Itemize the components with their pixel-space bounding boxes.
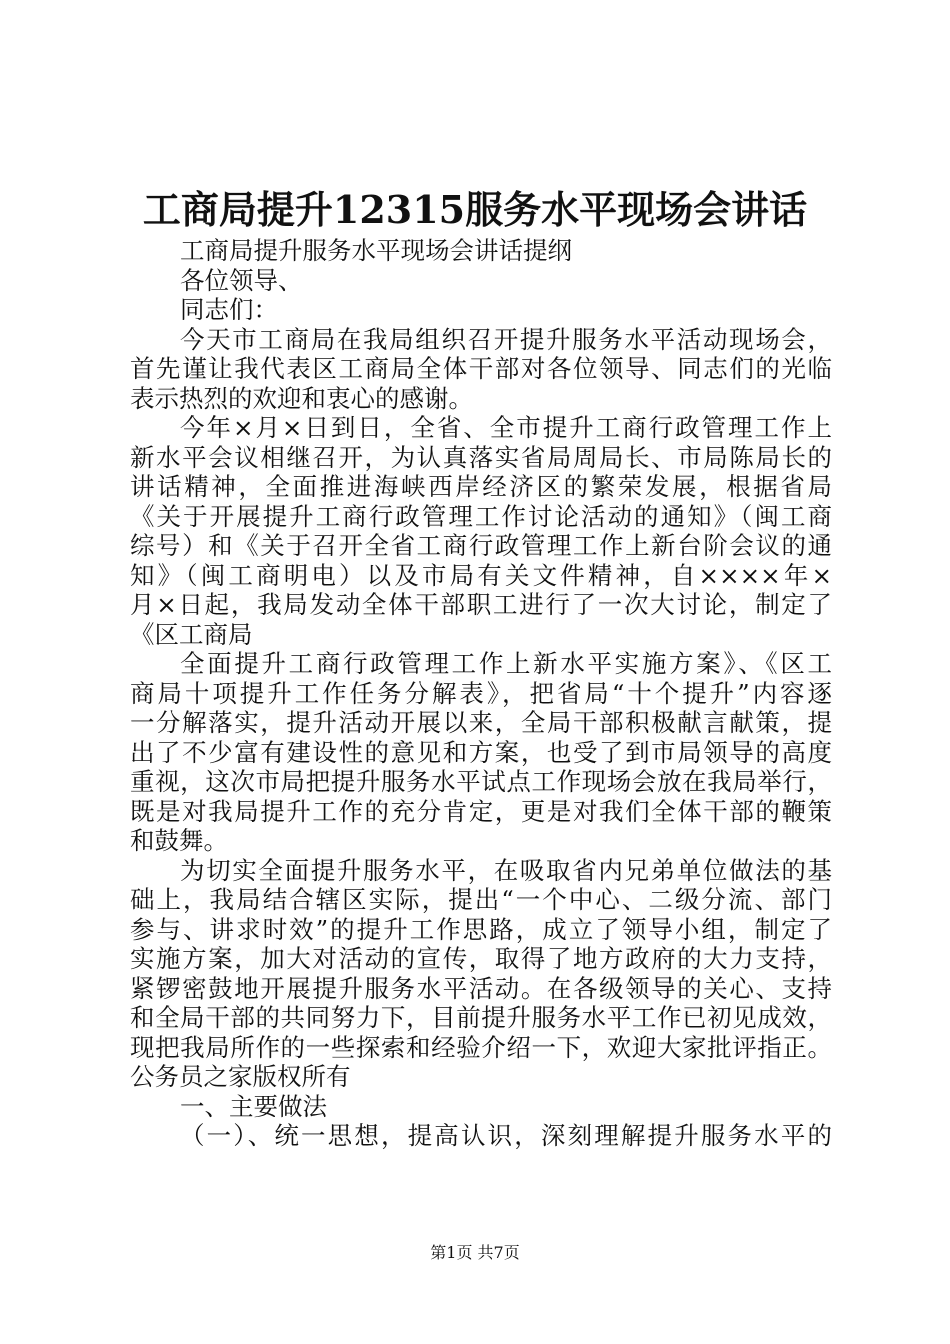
body-line: 《区工商局 bbox=[130, 619, 253, 649]
body-line: 既是对我局提升工作的充分肯定，更是对我们全体干部的鞭策 bbox=[130, 796, 832, 826]
body-line: 讲话精神，全面推进海峡西岸经济区的繁荣发展，根据省局 bbox=[130, 472, 832, 501]
body-line: 一分解落实，提升活动开展以来，全局干部积极献言献策，提 bbox=[130, 708, 832, 737]
body-line: 出了不少富有建设性的意见和方案，也受了到市局领导的高度 bbox=[130, 737, 832, 767]
body-line: 今天市工商局在我局组织召开提升服务水平活动现场会， bbox=[180, 324, 832, 354]
body-line: 紧锣密鼓地开展提升服务水平活动。在各级领导的关心、支持 bbox=[130, 973, 832, 1003]
body-line: 知》（闽工商明电）以及市局有关文件精神，自××××年× bbox=[130, 560, 832, 590]
body-line: 础上，我局结合辖区实际，提出“一个中心、二级分流、部门 bbox=[130, 885, 832, 914]
page-footer: 第1页 共7页 bbox=[430, 1243, 520, 1262]
body-line: 和全局干部的共同努力下，目前提升服务水平工作已初见成效， bbox=[130, 1003, 832, 1032]
body-line: 公务员之家版权所有 bbox=[130, 1062, 351, 1091]
body-line: 参与、讲求时效”的提升工作思路，成立了领导小组，制定了 bbox=[130, 914, 832, 944]
body-line: 首先谨让我代表区工商局全体干部对各位领导、同志们的光临 bbox=[130, 354, 832, 383]
body-line: 现把我局所作的一些探索和经验介绍一下，欢迎大家批评指正。 bbox=[130, 1032, 832, 1062]
body-line: 新水平会议相继召开，为认真落实省局周局长、市局陈局长的 bbox=[130, 442, 832, 472]
body-line: 表示热烈的欢迎和衷心的感谢。 bbox=[130, 383, 473, 413]
body-line: （一）、统一思想，提高认识，深刻理解提升服务水平的 bbox=[180, 1121, 832, 1150]
body-line: 和鼓舞。 bbox=[130, 826, 228, 855]
document-title: 工商局提升12315服务水平现场会讲话 bbox=[142, 187, 808, 232]
body-line: 一、主要做法 bbox=[180, 1091, 327, 1121]
body-line: 月×日起，我局发动全体干部职工进行了一次大讨论，制定了 bbox=[130, 590, 832, 619]
body-line: 全面提升工商行政管理工作上新水平实施方案》、《区工 bbox=[180, 649, 832, 678]
body-line: 综号）和《关于召开全省工商行政管理工作上新台阶会议的通 bbox=[130, 531, 832, 560]
body-line: 实施方案，加大对活动的宣传，取得了地方政府的大力支持， bbox=[130, 944, 832, 973]
body-line: 《关于开展提升工商行政管理工作讨论活动的通知》（闽工商 bbox=[130, 501, 832, 531]
body-line: 同志们： bbox=[180, 295, 278, 324]
body-line: 工商局提升服务水平现场会讲话提纲 bbox=[180, 236, 572, 265]
body-line: 今年×月×日到日，全省、全市提升工商行政管理工作上 bbox=[180, 413, 832, 442]
body-line: 商局十项提升工作任务分解表》，把省局“十个提升”内容逐 bbox=[130, 678, 832, 708]
body-line: 重视，这次市局把提升服务水平试点工作现场会放在我局举行， bbox=[130, 767, 832, 796]
document-body bbox=[130, 236, 832, 1151]
body-line: 为切实全面提升服务水平，在吸取省内兄弟单位做法的基 bbox=[180, 855, 832, 885]
body-line: 各位领导、 bbox=[180, 265, 303, 295]
